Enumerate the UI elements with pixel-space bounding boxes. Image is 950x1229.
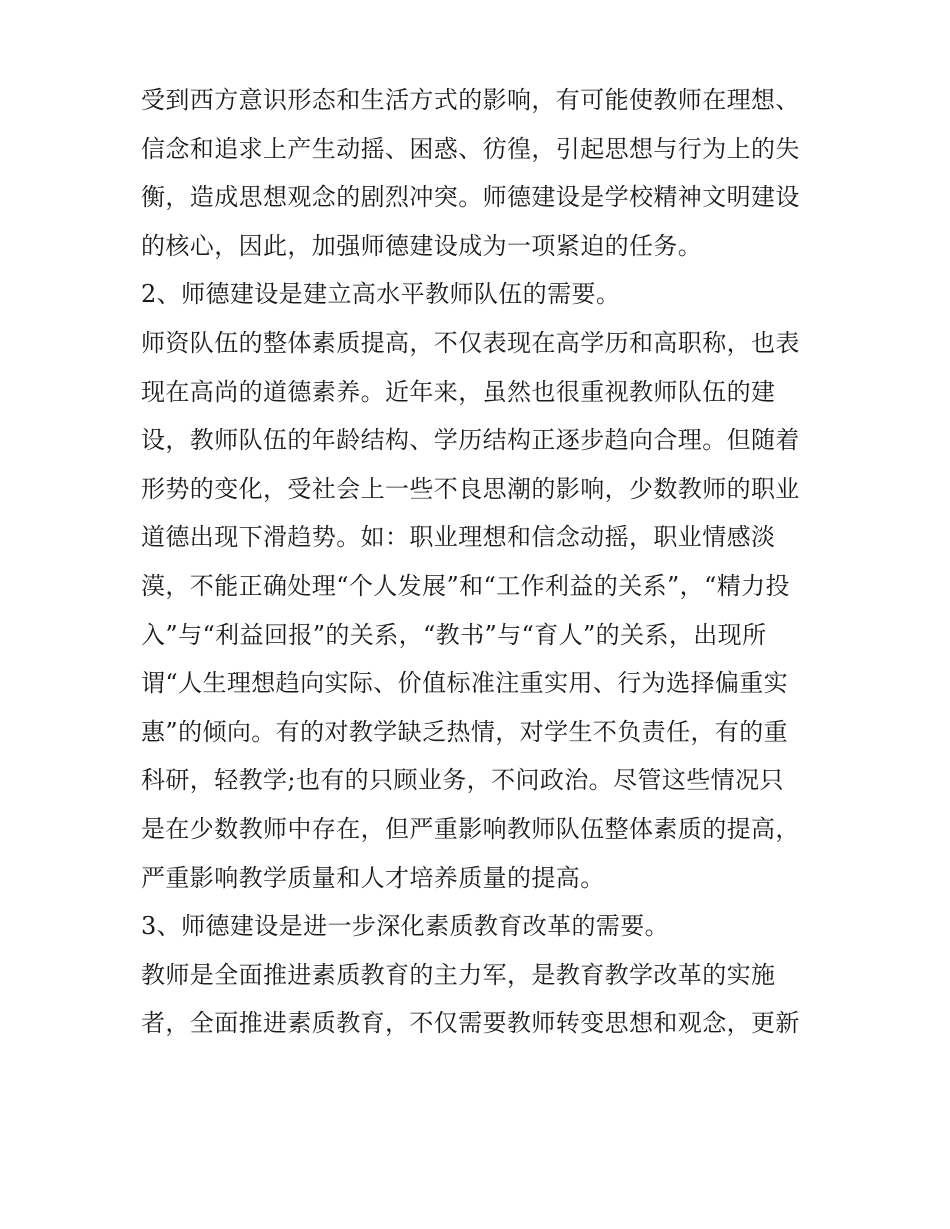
section-heading: 2、师德建设是建立高水平教师队伍的需要。 [141,280,621,309]
text-line: 受到西方意识形态和生活方式的影响，有可能使教师在理想、 [141,86,800,114]
text-line: 漠，不能正确处理“个人发展”和“工作利益的关系”，“精力投 [141,571,790,600]
text-line: 设，教师队伍的年龄结构、学历结构正逐步趋向合理。但随着 [141,426,800,455]
text-line: 谓“人生理想趋向实际、价值标准注重实用、行为选择偏重实 [141,669,789,698]
text-line: 是在少数教师中存在，但严重影响教师队伍整体素质的提高， [141,814,800,843]
text-line: 道德出现下滑趋势。如：职业理想和信念动摇，职业情感淡 [141,523,776,552]
text-line: 教师是全面推进素质教育的主力军，是教育教学改革的实施 [141,960,776,989]
text-line: 惠”的倾向。有的对教学缺乏热情，对学生不负责任，有的重 [141,717,789,746]
text-line: 者，全面推进素质教育，不仅需要教师转变思想和观念，更新 [141,1009,800,1038]
document-body [141,76,816,1048]
text-line: 严重影响教学质量和人才培养质量的提高。 [141,863,605,892]
text-line: 形势的变化，受社会上一些不良思潮的影响，少数教师的职业 [141,474,800,503]
text-line: 衡，造成思想观念的剧烈冲突。师德建设是学校精神文明建设 [141,183,800,212]
text-line: 的核心，因此，加强师德建设成为一项紧迫的任务。 [141,231,703,260]
text-line: 入”与“利益回报”的关系，“教书”与“育人”的关系，出现所 [141,620,767,649]
section-heading: 3、师德建设是进一步深化素质教育改革的需要。 [141,912,670,941]
text-line: 信念和追求上产生动摇、困惑、彷徨，引起思想与行为上的失 [141,134,800,163]
text-line: 现在高尚的道德素养。近年来，虽然也很重视教师队伍的建 [141,377,776,406]
text-line: 师资队伍的整体素质提高，不仅表现在高学历和高职称，也表 [141,328,800,357]
text-line: 科研，轻教学;也有的只顾业务，不问政治。尽管这些情况只 [141,766,784,795]
